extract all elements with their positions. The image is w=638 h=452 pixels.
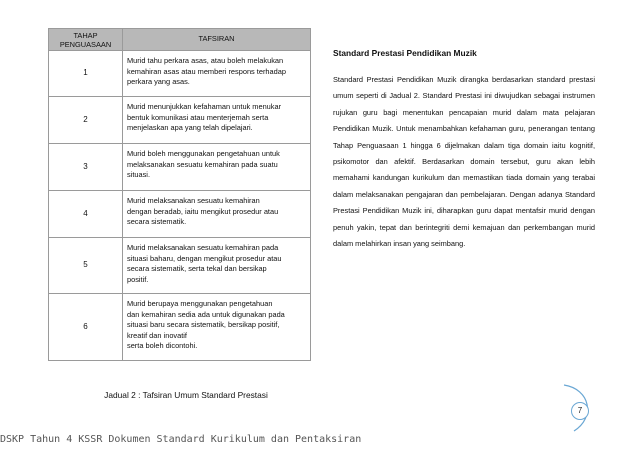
description-text: Murid boleh menggunakan pengetahuan untuk melaksanakan sesuatu kemahiran pada suatu situasi. [127, 149, 280, 180]
level-cell: 4 [49, 191, 123, 238]
standard-section [333, 48, 595, 252]
table-caption: Jadual 2 : Tafsiran Umum Standard Prestasi [104, 390, 268, 400]
table-row [49, 238, 311, 294]
level-cell: 5 [49, 238, 123, 294]
description-cell [123, 191, 311, 238]
section-title: Standard Prestasi Pendidikan Muzik [333, 48, 477, 58]
description-cell [123, 294, 311, 361]
description-text: Murid tahu perkara asas, atau boleh melakukan kemahiran asas atau memberi respons terhadap perkara yang asas. [127, 56, 286, 87]
description-text: Murid melaksanakan sesuatu kemahiran dengan beradab, iaitu mengikut prosedur atau secara sistematik. [127, 196, 279, 227]
description-text: Murid menunjukkan kefahaman untuk menukar bentuk komunikasi atau menterjemah serta menjelaskan apa yang telah dipelajari. [127, 102, 282, 133]
section-paragraph: Standard Prestasi Pendidikan Muzik dirangka berdasarkan standard prestasi umum seperti di Jadual 2. Standard Prestasi ini diwujudkan sebagai instrumen rujukan guru bagi menentukan pencapaian murid dalam mata pelajaran Pendidikan Muzik. Untuk menambahkan kefahaman guru, penerangan tentang Tahap Penguasaan 1 hingga 6 dijelmakan dalam tiga domain iaitu kognitif, psikomotor dan afektif. Berdasarkan domain tersebut, guru akan lebih memahami kandungan kurikulum dan memastikan tiada domain yang terabai dalam melaksanakan pengajaran dan pembelajaran. Dengan adanya Standard Prestasi Pendidikan Muzik ini, diharapkan guru dapat mentafsir murid dengan penuh yakin, tepat dan berintegriti demi kemajuan dan perkembangan murid dalam melahirkan insan yang seimbang. [333, 75, 595, 249]
table-header-row [49, 29, 311, 51]
level-cell: 2 [49, 97, 123, 144]
description-text: Murid berupaya menggunakan pengetahuan dan kemahiran sedia ada untuk digunakan pada situasi baru secara sistematik, bersikap positif, kreatif dan inovatif serta boleh dicontohi. [127, 299, 285, 351]
level-cell: 1 [49, 51, 123, 97]
header-interpretation: TAFSIRAN [123, 29, 311, 51]
description-text: Murid melaksanakan sesuatu kemahiran pada situasi baharu, dengan mengikut prosedur atau secara sistematik, serta tekal dan bersikap positif. [127, 243, 282, 284]
description-cell [123, 97, 311, 144]
header-level: TAHAP PENGUASAAN [49, 29, 123, 51]
level-cell: 3 [49, 144, 123, 191]
table-row [49, 294, 311, 361]
description-cell [123, 238, 311, 294]
table-row [49, 51, 311, 97]
page-number-badge: 7 [571, 402, 589, 420]
table-row [49, 97, 311, 144]
table-row [49, 191, 311, 238]
description-cell [123, 51, 311, 97]
level-cell: 6 [49, 294, 123, 361]
page-footer: DSKP Tahun 4 KSSR Dokumen Standard Kurikulum dan Pentaksiran [0, 434, 362, 445]
performance-standard-table [48, 28, 311, 361]
description-cell [123, 144, 311, 191]
table-row [49, 144, 311, 191]
